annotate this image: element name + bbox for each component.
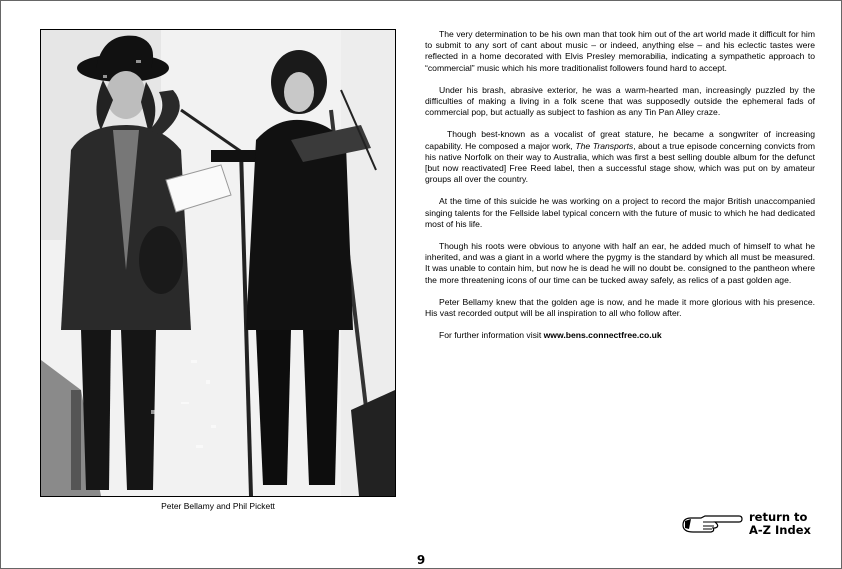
paragraph-4: At the time of this suicide he was working on a project to record the major British unaccompanied singing talents for the Fellside label typical concern with the future of music to which he had dedicated most of his life. bbox=[425, 196, 815, 229]
paragraph-3-start: Though best-known as a vocalist of great stature, he became a songwriter of increasing capability. He composed a major work, bbox=[425, 129, 815, 151]
return-to-index-button[interactable] bbox=[681, 511, 811, 536]
pointing-hand-icon bbox=[681, 513, 743, 535]
photo-bellamy-pickett bbox=[40, 29, 396, 497]
paragraph-1: The very determination to be his own man that took him out of the art world made it difficult for him to submit to any sort of cant about music – or indeed, anything else – and his eclectic tastes were reflected in a home decorated with Elvis Presley memorabilia, indicating a sympathetic approach to “commercial” music which his more traditionalist followers found hard to accept. bbox=[425, 29, 815, 73]
paragraph-5: Though his roots were obvious to anyone with half an ear, he added much of himself to what he inherited, and was a giant in a world where the pygmy is the standard by which all must be measured. It was unable to contain him, but now he is dead he will no doubt be. consigned to the pantheon where the more threatening icons of our time can be tucked away safely, as relics of a past golden age. bbox=[425, 241, 815, 285]
info-prefix: For further information visit bbox=[439, 330, 544, 341]
article-text bbox=[425, 29, 815, 352]
page-number: 9 bbox=[416, 553, 426, 567]
photo-caption: Peter Bellamy and Phil Pickett bbox=[161, 501, 275, 511]
paragraph-3-end: , about a true episode concerning convicts from his native Norfolk on their way to Australia, which was first a best selling double album for the defunct [but now reactivated] Free Reed label, then a successful stage show, which was put on by amateur groups all over the country. bbox=[425, 140, 815, 185]
paragraph-6: Peter Bellamy knew that the golden age is now, and he made it more glorious with his presence. His vast recorded output will be all inspiration to all who follow after. bbox=[425, 296, 815, 319]
info-paragraph bbox=[425, 330, 815, 341]
website-link[interactable]: www.bens.connectfree.co.uk bbox=[543, 330, 662, 341]
return-label-line2: A-Z Index bbox=[749, 522, 811, 537]
return-label-line1: return to bbox=[749, 510, 808, 524]
paragraph-2: Under his brash, abrasive exterior, he was a warm-hearted man, increasingly puzzled by the difficulties of making a living in a folk scene that was supposedly outside the ephemeral fads of commercial pop, but actually as subject to fashion as any Tin Pan Alley craze. bbox=[425, 84, 815, 118]
return-label[interactable] bbox=[749, 511, 811, 536]
album-title: The Transports bbox=[575, 140, 634, 151]
performance-photo-illustration bbox=[41, 30, 395, 496]
paragraph-3 bbox=[425, 129, 815, 185]
